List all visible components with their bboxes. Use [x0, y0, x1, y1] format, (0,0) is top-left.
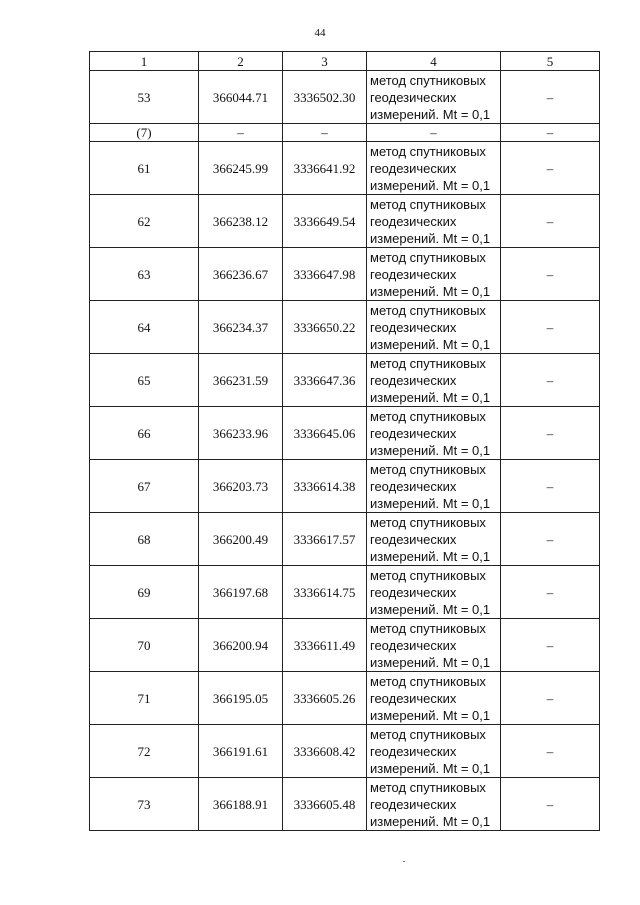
- method-line: геодезических: [370, 531, 457, 547]
- method-line: геодезических: [370, 584, 457, 600]
- method-cell: [367, 354, 501, 407]
- method-line: геодезических: [370, 690, 457, 706]
- table-row: [90, 566, 600, 619]
- coordinate-y-cell: 3336650.22: [283, 301, 367, 354]
- method-line: измерений. Mt = 0,1: [370, 106, 491, 122]
- coordinate-x-cell: 366191.61: [199, 725, 283, 778]
- method-line: метод спутниковых: [370, 302, 486, 318]
- point-number-cell: 68: [90, 513, 199, 566]
- coordinate-y-cell: 3336605.26: [283, 672, 367, 725]
- method-cell: [367, 407, 501, 460]
- point-number-cell: 63: [90, 248, 199, 301]
- coordinate-x-cell: 366188.91: [199, 778, 283, 831]
- point-number-cell: 69: [90, 566, 199, 619]
- note-cell: –: [501, 566, 600, 619]
- method-cell: [367, 142, 501, 195]
- header-col-5: 5: [501, 52, 600, 71]
- table-row: [90, 619, 600, 672]
- note-cell: –: [501, 672, 600, 725]
- table-row: [90, 460, 600, 513]
- table-row: [90, 142, 600, 195]
- header-col-2: 2: [199, 52, 283, 71]
- gap-row: [90, 124, 600, 142]
- coordinate-y-cell: 3336641.92: [283, 142, 367, 195]
- gap-cell: –: [199, 124, 283, 142]
- coordinate-y-cell: 3336645.06: [283, 407, 367, 460]
- method-cell: [367, 619, 501, 672]
- method-line: метод спутниковых: [370, 408, 486, 424]
- note-cell: –: [501, 778, 600, 831]
- coordinates-table-body: [90, 52, 600, 831]
- coordinate-x-cell: 366195.05: [199, 672, 283, 725]
- coordinate-y-cell: 3336502.30: [283, 71, 367, 124]
- table-row: [90, 725, 600, 778]
- method-line: метод спутниковых: [370, 355, 486, 371]
- note-cell: –: [501, 195, 600, 248]
- table-row: [90, 354, 600, 407]
- coordinate-y-cell: 3336605.48: [283, 778, 367, 831]
- method-line: измерений. Mt = 0,1: [370, 389, 491, 405]
- coordinate-y-cell: 3336647.36: [283, 354, 367, 407]
- coordinate-y-cell: 3336611.49: [283, 619, 367, 672]
- method-line: измерений. Mt = 0,1: [370, 760, 491, 776]
- method-line: измерений. Mt = 0,1: [370, 654, 491, 670]
- note-cell: –: [501, 513, 600, 566]
- method-line: измерений. Mt = 0,1: [370, 601, 491, 617]
- coordinate-x-cell: 366231.59: [199, 354, 283, 407]
- method-line: геодезических: [370, 213, 457, 229]
- method-line: измерений. Mt = 0,1: [370, 813, 491, 829]
- method-line: метод спутниковых: [370, 514, 486, 530]
- method-line: метод спутниковых: [370, 779, 486, 795]
- coordinate-x-cell: 366203.73: [199, 460, 283, 513]
- point-number-cell: 72: [90, 725, 199, 778]
- header-col-3: 3: [283, 52, 367, 71]
- coordinate-x-cell: 366044.71: [199, 71, 283, 124]
- method-line: метод спутниковых: [370, 461, 486, 477]
- method-line: измерений. Mt = 0,1: [370, 548, 491, 564]
- method-line: метод спутниковых: [370, 72, 486, 88]
- table-row: [90, 672, 600, 725]
- table-row: [90, 71, 600, 124]
- note-cell: –: [501, 248, 600, 301]
- coordinate-x-cell: 366245.99: [199, 142, 283, 195]
- method-line: геодезических: [370, 425, 457, 441]
- coordinate-y-cell: 3336614.75: [283, 566, 367, 619]
- point-number-cell: 73: [90, 778, 199, 831]
- page-number: 44: [314, 27, 326, 39]
- coordinate-y-cell: 3336647.98: [283, 248, 367, 301]
- point-number-cell: 67: [90, 460, 199, 513]
- point-number-cell: 71: [90, 672, 199, 725]
- point-number-cell: 64: [90, 301, 199, 354]
- point-number-cell: 53: [90, 71, 199, 124]
- coordinate-x-cell: 366234.37: [199, 301, 283, 354]
- method-line: геодезических: [370, 796, 457, 812]
- coordinate-y-cell: 3336617.57: [283, 513, 367, 566]
- method-cell: [367, 566, 501, 619]
- table-row: [90, 513, 600, 566]
- point-number-cell: 70: [90, 619, 199, 672]
- note-cell: –: [501, 407, 600, 460]
- method-line: измерений. Mt = 0,1: [370, 283, 491, 299]
- table-row: [90, 248, 600, 301]
- note-cell: –: [501, 301, 600, 354]
- table-row: [90, 301, 600, 354]
- method-line: измерений. Mt = 0,1: [370, 336, 491, 352]
- coordinate-y-cell: 3336649.54: [283, 195, 367, 248]
- table-row: [90, 195, 600, 248]
- note-cell: –: [501, 619, 600, 672]
- header-col-1: 1: [90, 52, 199, 71]
- coordinate-x-cell: 366200.49: [199, 513, 283, 566]
- method-line: измерений. Mt = 0,1: [370, 230, 491, 246]
- table-header-row: [90, 52, 600, 71]
- coordinate-x-cell: 366197.68: [199, 566, 283, 619]
- method-cell: [367, 460, 501, 513]
- method-line: метод спутниковых: [370, 673, 486, 689]
- method-line: метод спутниковых: [370, 143, 486, 159]
- method-line: измерений. Mt = 0,1: [370, 442, 491, 458]
- method-line: измерений. Mt = 0,1: [370, 707, 491, 723]
- method-line: геодезических: [370, 319, 457, 335]
- method-cell: [367, 71, 501, 124]
- coordinates-table: [89, 51, 600, 831]
- coordinate-y-cell: 3336614.38: [283, 460, 367, 513]
- coordinate-x-cell: 366233.96: [199, 407, 283, 460]
- point-number-cell: 62: [90, 195, 199, 248]
- method-cell: [367, 778, 501, 831]
- method-cell: [367, 195, 501, 248]
- note-cell: –: [501, 71, 600, 124]
- table-row: [90, 407, 600, 460]
- gap-cell: –: [367, 124, 501, 142]
- coordinate-x-cell: 366200.94: [199, 619, 283, 672]
- method-line: геодезических: [370, 160, 457, 176]
- method-cell: [367, 672, 501, 725]
- note-cell: –: [501, 460, 600, 513]
- method-line: метод спутниковых: [370, 726, 486, 742]
- note-cell: –: [501, 142, 600, 195]
- note-cell: –: [501, 354, 600, 407]
- point-number-cell: 66: [90, 407, 199, 460]
- method-line: геодезических: [370, 89, 457, 105]
- method-line: метод спутниковых: [370, 620, 486, 636]
- method-line: геодезических: [370, 372, 457, 388]
- coordinate-x-cell: 366236.67: [199, 248, 283, 301]
- coordinate-x-cell: 366238.12: [199, 195, 283, 248]
- scan-speck: [403, 861, 405, 862]
- note-cell: –: [501, 725, 600, 778]
- gap-cell: –: [501, 124, 600, 142]
- method-cell: [367, 248, 501, 301]
- method-line: геодезических: [370, 743, 457, 759]
- method-cell: [367, 513, 501, 566]
- method-line: измерений. Mt = 0,1: [370, 495, 491, 511]
- method-line: геодезических: [370, 478, 457, 494]
- method-line: измерений. Mt = 0,1: [370, 177, 491, 193]
- point-number-cell: 61: [90, 142, 199, 195]
- method-line: геодезических: [370, 637, 457, 653]
- method-cell: [367, 725, 501, 778]
- method-line: метод спутниковых: [370, 249, 486, 265]
- table-row: [90, 778, 600, 831]
- coordinate-y-cell: 3336608.42: [283, 725, 367, 778]
- method-line: метод спутниковых: [370, 196, 486, 212]
- gap-cell: (7): [90, 124, 199, 142]
- point-number-cell: 65: [90, 354, 199, 407]
- header-col-4: 4: [367, 52, 501, 71]
- method-line: метод спутниковых: [370, 567, 486, 583]
- method-line: геодезических: [370, 266, 457, 282]
- method-cell: [367, 301, 501, 354]
- gap-cell: –: [283, 124, 367, 142]
